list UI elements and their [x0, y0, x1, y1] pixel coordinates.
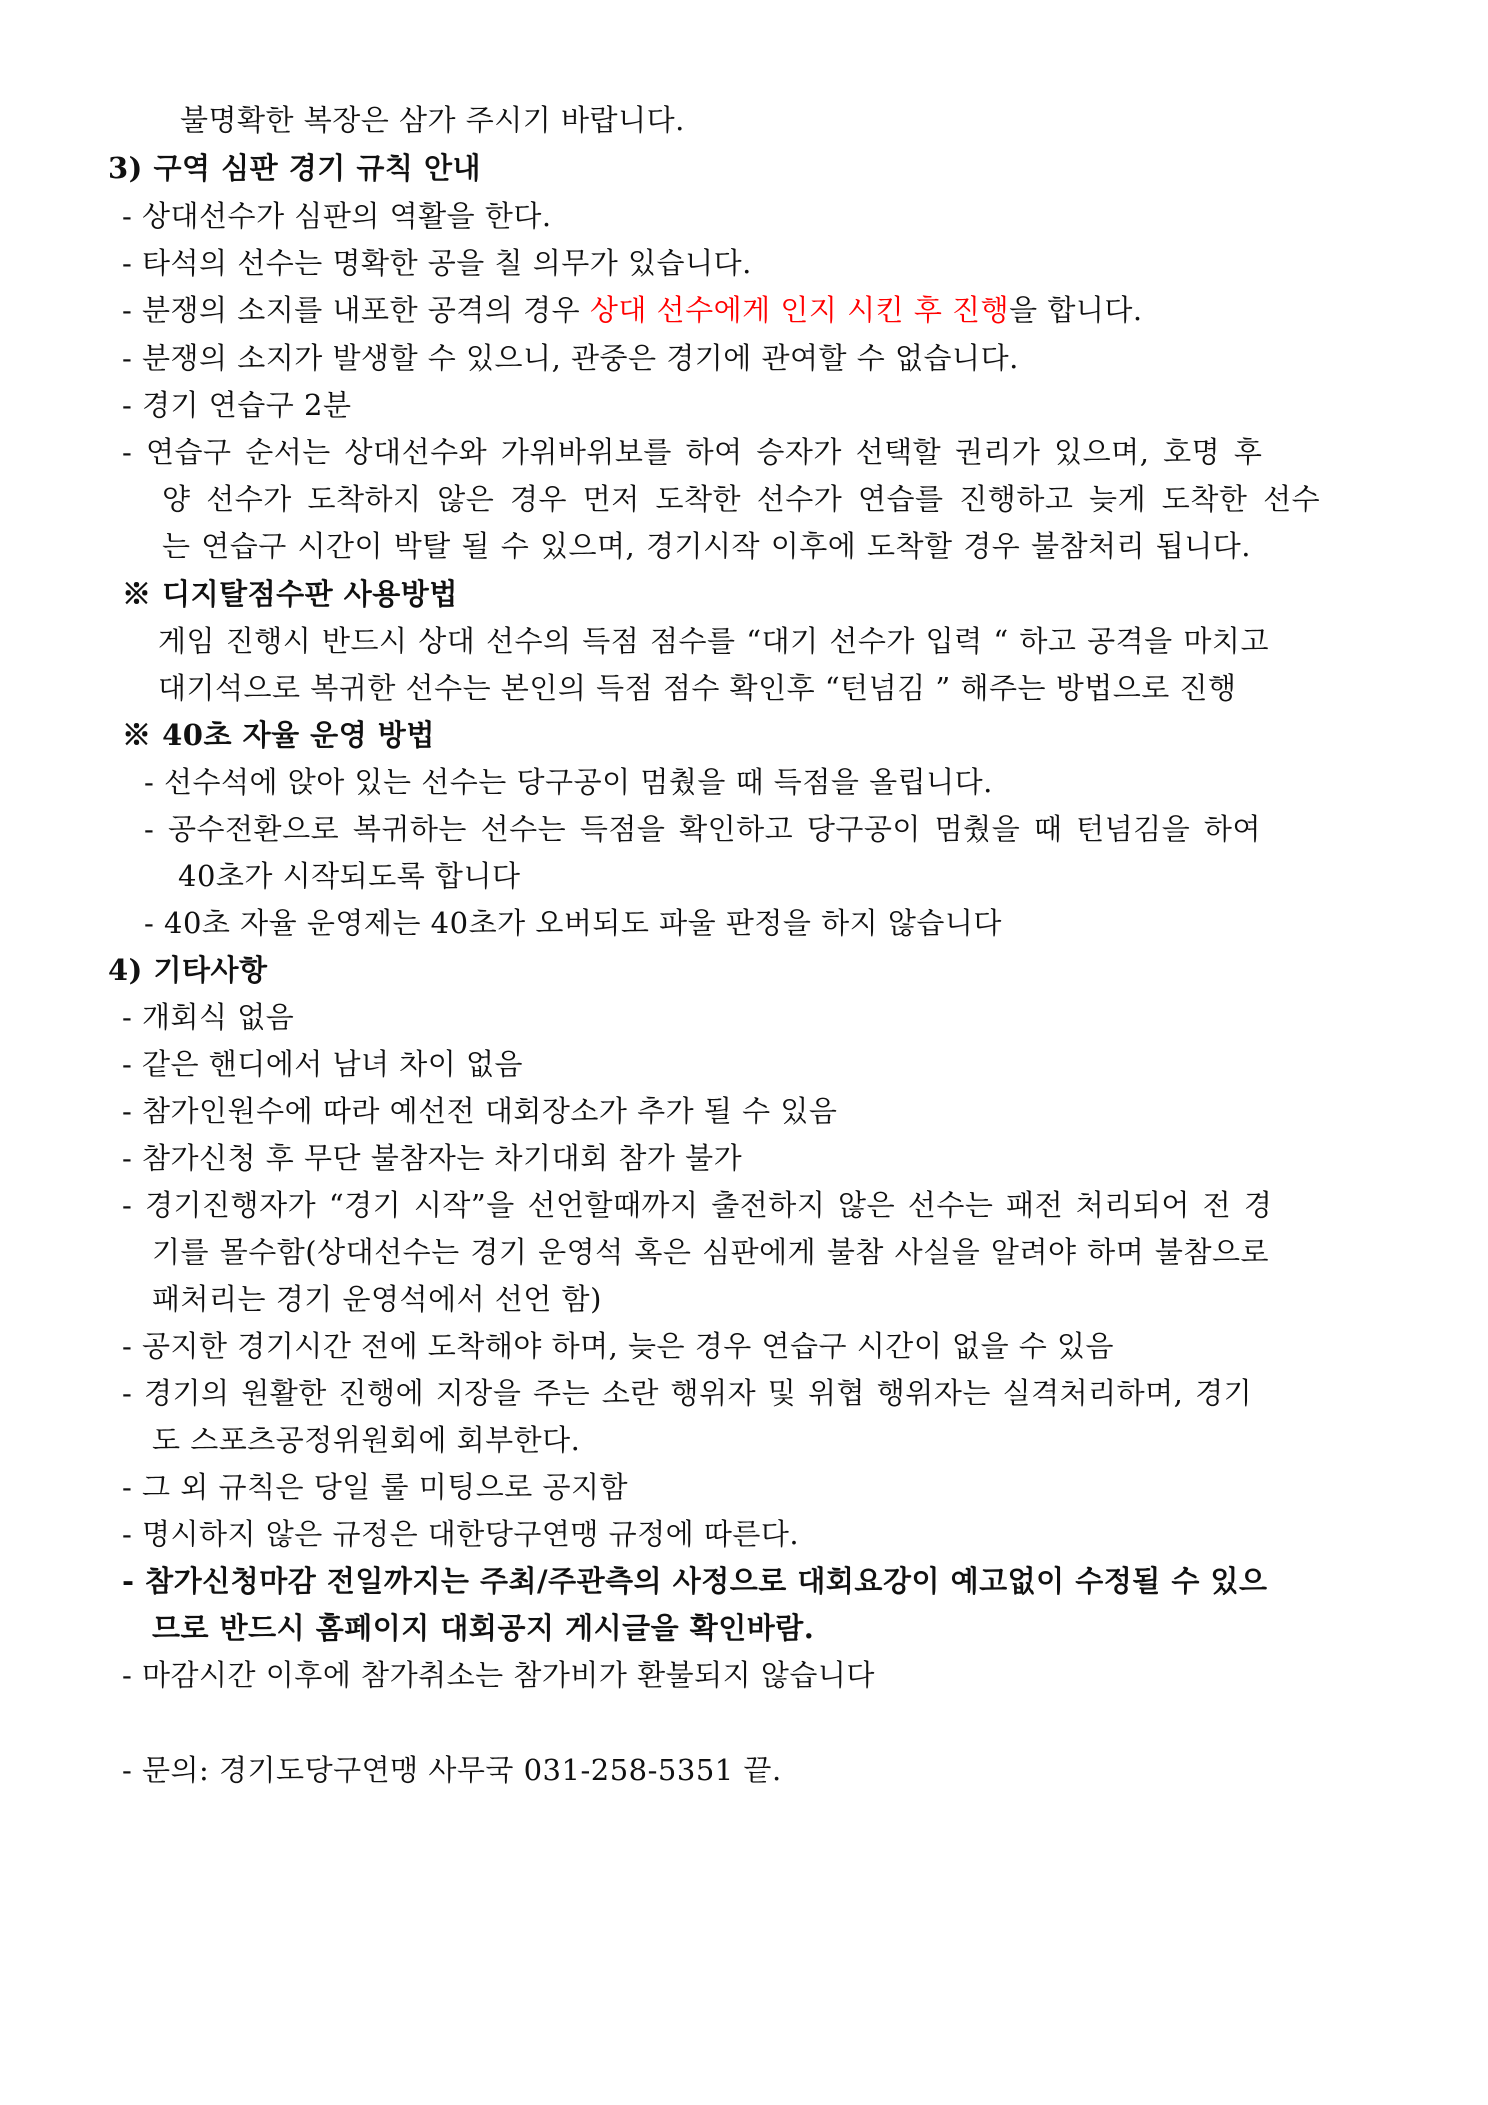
s3-item-5: - 경기 연습구 2분 — [122, 388, 352, 422]
forty-item-2-line-1: - 공수전환으로 복귀하는 선수는 득점을 확인하고 당구공이 멈췄을 때 턴넘김을 하여 — [144, 812, 1261, 846]
s3-item-3-text: - 분쟁의 소지를 내포한 공격의 경우 — [122, 293, 590, 327]
forty-item-2-line-2: 40초가 시작되도록 합니다 — [178, 859, 521, 893]
s4-item-5-line-3: 패처리는 경기 운영석에서 선언 함) — [152, 1282, 602, 1316]
s4-item-10-line-2: 므로 반드시 홈페이지 대회공지 게시글을 확인바람. — [152, 1611, 815, 1645]
s4-item-10-line-1: - 참가신청마감 전일까지는 주최/주관측의 사정으로 대회요강이 예고없이 수정될 수 있으 — [122, 1564, 1268, 1598]
s4-item-4: - 참가신청 후 무단 불참자는 차기대회 참가 불가 — [122, 1141, 743, 1175]
s3-item-6-line-3: 는 연습구 시간이 박탈 될 수 있으며, 경기시작 이후에 도착할 경우 불참처리 됩니다. — [162, 529, 1252, 563]
s3-item-1: - 상대선수가 심판의 역활을 한다. — [122, 199, 552, 233]
s3-item-3-tail: 을 합니다. — [1009, 293, 1143, 327]
s4-item-7-line-1: - 경기의 원활한 진행에 지장을 주는 소란 행위자 및 위협 행위자는 실격처리하며, 경기 — [122, 1376, 1253, 1410]
s3-item-3-highlight: 상대 선수에게 인지 시킨 후 진행 — [589, 293, 1010, 327]
s4-item-7-line-2: 도 스포츠공정위원회에 회부한다. — [152, 1423, 581, 1457]
s3-item-2: - 타석의 선수는 명확한 공을 칠 의무가 있습니다. — [122, 246, 752, 280]
forty-sec-heading: ※ 40초 자율 운영 방법 — [122, 718, 435, 752]
digital-line-2: 대기석으로 복귀한 선수는 본인의 득점 점수 확인후 “턴넘김 ” 해주는 방법으로 진행 — [158, 671, 1237, 705]
contact-line: - 문의: 경기도당구연맹 사무국 031-258-5351 끝. — [122, 1753, 782, 1787]
forty-item-3: - 40초 자율 운영제는 40초가 오버되도 파울 판정을 하지 않습니다 — [144, 906, 1002, 940]
s4-item-1: - 개회식 없음 — [122, 1000, 295, 1034]
s4-item-11: - 마감시간 이후에 참가취소는 참가비가 환불되지 않습니다 — [122, 1658, 875, 1692]
forty-item-1: - 선수석에 앉아 있는 선수는 당구공이 멈췄을 때 득점을 올립니다. — [144, 765, 993, 799]
s4-item-6: - 공지한 경기시간 전에 도착해야 하며, 늦은 경우 연습구 시간이 없을 수 있음 — [122, 1329, 1115, 1363]
s4-item-3: - 참가인원수에 따라 예선전 대회장소가 추가 될 수 있음 — [122, 1094, 838, 1128]
digital-line-1: 게임 진행시 반드시 상대 선수의 득점 점수를 “대기 선수가 입력 “ 하고 공격을 마치고 — [158, 624, 1269, 658]
s4-item-8: - 그 외 규칙은 당일 룰 미팅으로 공지함 — [122, 1470, 629, 1504]
s3-item-3 — [122, 290, 1143, 330]
s4-item-9: - 명시하지 않은 규정은 대한당구연맹 규정에 따른다. — [122, 1517, 800, 1551]
s4-item-5-line-2: 기를 몰수함(상대선수는 경기 운영석 혹은 심판에게 불참 사실을 알려야 하며 불참으로 — [152, 1235, 1269, 1269]
section-4-heading: 4) 기타사항 — [108, 953, 268, 987]
s4-item-2: - 같은 핸디에서 남녀 차이 없음 — [122, 1047, 524, 1081]
digital-scoreboard-heading: ※ 디지탈점수판 사용방법 — [122, 577, 458, 611]
section-3-heading: 3) 구역 심판 경기 규칙 안내 — [108, 151, 482, 185]
dress-code-line: 불명확한 복장은 삼가 주시기 바랍니다. — [180, 103, 685, 137]
s3-item-6-line-1: - 연습구 순서는 상대선수와 가위바위보를 하여 승자가 선택할 권리가 있으며, 호명 후 — [122, 435, 1263, 469]
s3-item-6-line-2: 양 선수가 도착하지 않은 경우 먼저 도착한 선수가 연습를 진행하고 늦게 도착한 선수 — [162, 482, 1321, 516]
s4-item-5-line-1: - 경기진행자가 “경기 시작”을 선언할때까지 출전하지 않은 선수는 패전 처리되어 전 경 — [122, 1188, 1273, 1222]
s3-item-4: - 분쟁의 소지가 발생할 수 있으니, 관중은 경기에 관여할 수 없습니다. — [122, 341, 1019, 375]
